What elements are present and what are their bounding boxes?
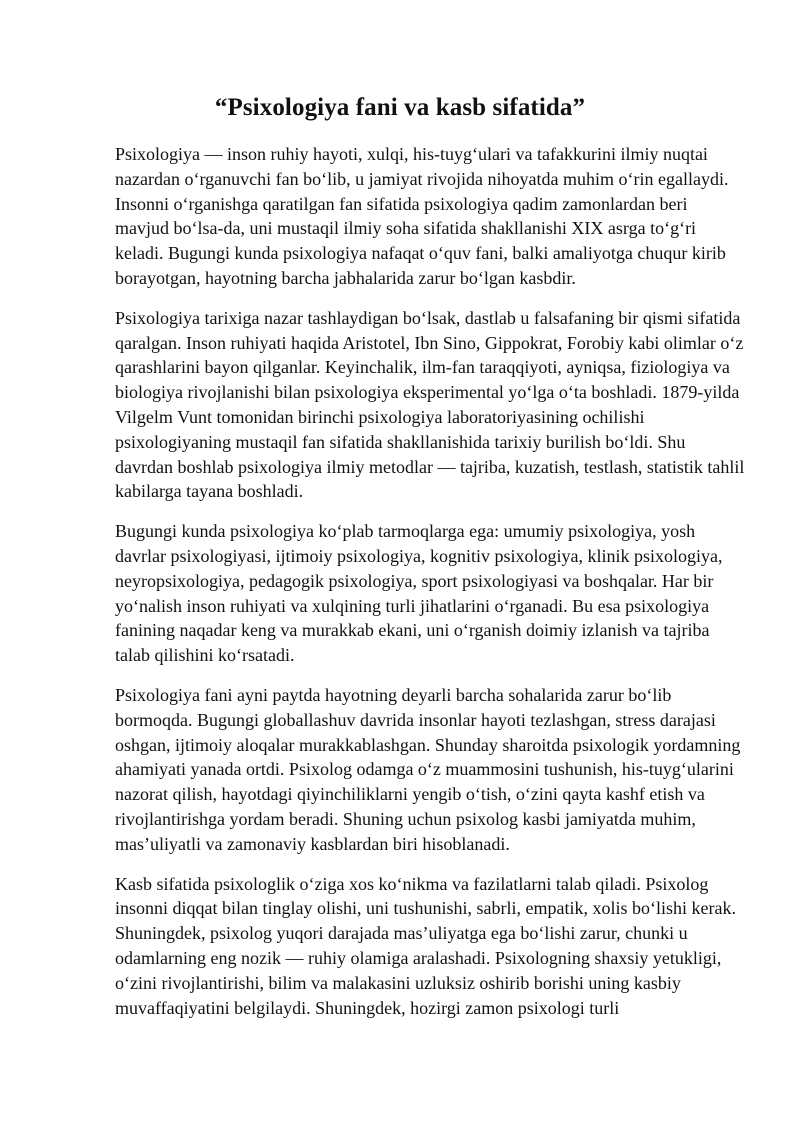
paragraph-1: Psixologiya — inson ruhiy hayoti, xulqi, his-tuyg‘ulari va tafakkurini ilmiy nuqtai nazardan o‘rganuvchi fan bo‘lib, u jamiyat rivojida nihoyatda muhim o‘rin egallaydi. Insonni o‘rganishga qaratilgan fan sifatida psixologiya qadim zamonlardan beri mavjud bo‘lsa-da, uni mustaqil ilmiy soha sifatida shakllanishi XIX asrga to‘g‘ri keladi. Bugungi kunda psixologiya nafaqat o‘quv fani, balki amaliyotga chuqur kirib borayotgan, hayotning barcha jabhalarida zarur bo‘lgan kasbdir. <box>115 144 729 288</box>
paragraph-4: Psixologiya fani ayni paytda hayotning deyarli barcha sohalarida zarur bo‘lib bormoqda. Bugungi globallashuv davrida insonlar hayoti tezlashgan, stress darajasi oshgan, ijtimoiy aloqalar murakkablashgan. Shunday sharoitda psixologik yordamning ahamiyati yanada ortdi. Psixolog odamga o‘z muammosini tushunish, his-tuyg‘ularini nazorat qilish, hayotdagi qiyinchiliklarni yengib o‘tish, o‘zini qayta kashf etish va rivojlantirishga yordam beradi. Shuning uchun psixolog kasbi jamiyatda muhim, mas’uliyatli va zamonaviy kasblardan biri hisoblanadi. <box>115 684 741 854</box>
document-title: “Psixologiya fani va kasb sifatida” <box>214 94 586 121</box>
paragraph-2: Psixologiya tarixiga nazar tashlaydigan bo‘lsak, dastlab u falsafaning bir qismi sifatida qaralgan. Inson ruhiyati haqida Aristotel, Ibn Sino, Gippokrat, Forobiy kabi olimlar o‘z qarashlarini bayon qilganlar. Keyinchalik, ilm-fan taraqqiyoti, ayniqsa, fiziologiya va biologiya rivojlanishi bilan psixologiya eksperimental yo‘lga o‘ta boshladi. 1879-yilda Vilgelm Vunt tomonidan birinchi psixologiya laboratoriyasining ochilishi psixologiyaning mustaqil fan sifatida shakllanishida tarixiy burilish bo‘ldi. Shu davrdan boshlab psixologiya ilmiy metodlar — tajriba, kuzatish, testlash, statistik tahlil kabilarga tayana boshladi. <box>115 307 745 502</box>
paragraph-3: Bugungi kunda psixologiya ko‘plab tarmoqlarga ega: umumiy psixologiya, yosh davrlar psixologiyasi, ijtimoiy psixologiya, kognitiv psixologiya, klinik psixologiya, neyropsixologiya, pedagogik psixologiya, sport psixologiyasi va boshqalar. Har bir yo‘nalish inson ruhiyati va xulqining turli jihatlarini o‘rganadi. Bu esa psixologiya fanining naqadar keng va murakkab ekani, uni o‘rganish doimiy izlanish va tajriba talab qilishini ko‘rsatadi. <box>115 521 723 666</box>
paragraph-5: Kasb sifatida psixologlik o‘ziga xos ko‘nikma va fazilatlarni talab qiladi. Psixolog insonni diqqat bilan tinglay olishi, uni tushunishi, sabrli, empatik, xolis bo‘lishi kerak. Shuningdek, psixolog yuqori darajada mas’uliyatga ega bo‘lishi zarur, chunki u odamlarning eng nozik — ruhiy olamiga aralashadi. Psixologning shaxsiy yetukligi, o‘zini rivojlantirishi, bilim va malakasini uzluksiz oshirib borishi uning kasbiy muvaffaqiyatini belgilaydi. Shuningdek, hozirgi zamon psixologi turli <box>115 873 736 1018</box>
